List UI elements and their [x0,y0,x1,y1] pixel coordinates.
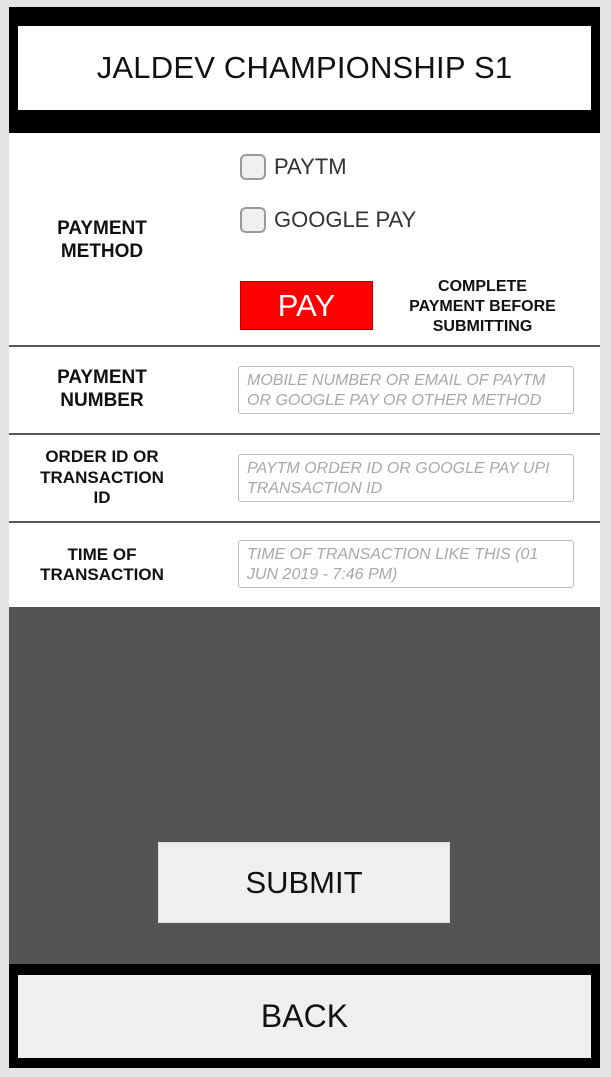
page-title-text: JALDEV CHAMPIONSHIP S1 [96,50,513,85]
payment-number-placeholder: MOBILE NUMBER OR EMAIL OF PAYTM OR GOOGLE PAY OR OTHER METHOD [247,372,546,409]
time-of-transaction-input[interactable] [238,540,574,588]
time-of-transaction-label: TIME OF TRANSACTION [40,544,164,584]
paytm-checkbox[interactable] [240,154,266,180]
payment-number-label: PAYMENT NUMBER [57,367,147,411]
payment-number-input[interactable] [238,366,574,414]
paytm-option-label: PAYTM [274,154,347,179]
payment-number-row [9,347,600,433]
order-id-row [9,435,600,521]
google-pay-checkbox[interactable] [240,207,266,233]
pay-note: COMPLETE PAYMENT BEFORE SUBMITTING [409,278,556,335]
submit-button[interactable]: SUBMIT [158,842,450,923]
payment-method-label: PAYMENT METHOD [57,217,147,262]
google-pay-option-label: GOOGLE PAY [274,207,417,232]
pay-button[interactable]: PAY [240,281,373,330]
order-id-placeholder: PAYTM ORDER ID OR GOOGLE PAY UPI TRANSACTION ID [247,460,550,497]
payment-method-row [9,133,600,345]
time-of-transaction-row [9,523,600,607]
time-of-transaction-placeholder: TIME OF TRANSACTION LIKE THIS (01 JUN 2019 - 7:46 PM) [247,546,539,583]
paytm-option[interactable] [240,154,347,180]
back-button[interactable]: BACK [18,975,591,1058]
google-pay-option[interactable] [240,207,416,233]
payment-form [9,133,600,607]
page-title [18,26,591,110]
order-id-label: ORDER ID OR TRANSACTION ID [40,447,164,508]
order-id-input[interactable] [238,454,574,502]
